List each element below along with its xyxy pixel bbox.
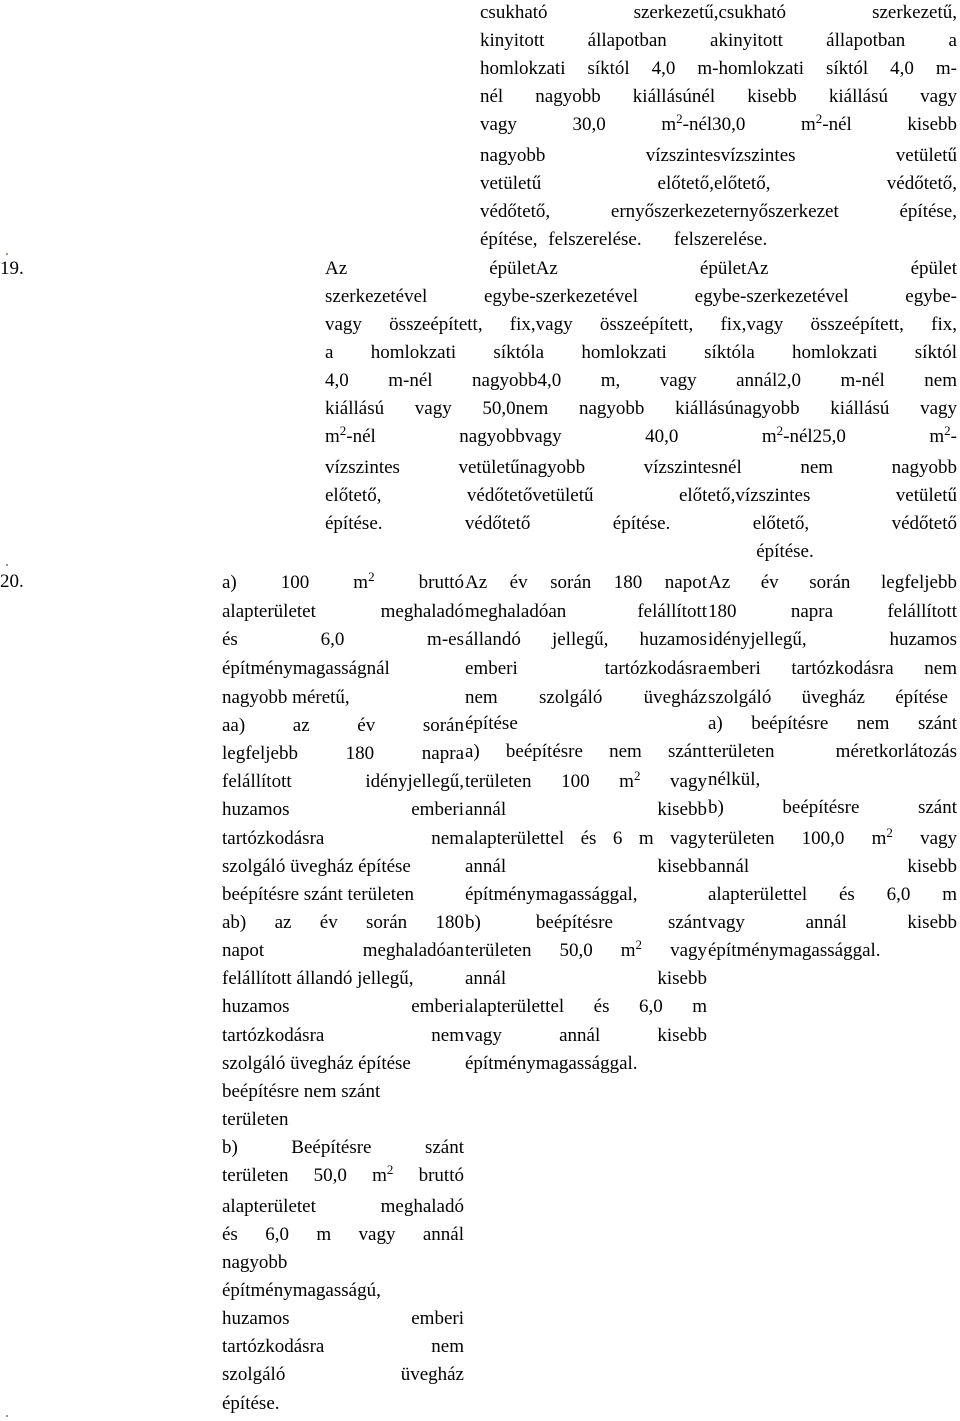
text-line: előtető, védőtetővetületű előtető,vízszintes vetületű bbox=[325, 485, 957, 506]
text-line: felállított állandó jellegű, bbox=[222, 968, 414, 989]
text-line: aa) az év során bbox=[222, 715, 464, 736]
text-line: területen bbox=[222, 1109, 289, 1130]
text-line: szerkezetével egybe-szerkezetével egybe-szerkezetével egybe- bbox=[325, 286, 957, 307]
text-line: nélkül, bbox=[708, 769, 761, 790]
row-marker bbox=[6, 1415, 8, 1417]
text-line: homlokzati síktól 4,0 m-homlokzati síktól 4,0 m- bbox=[480, 58, 957, 79]
text-line: beépítésre nem szánt bbox=[222, 1081, 381, 1102]
text-line: építése bbox=[465, 713, 518, 734]
text-line: építménymagasságú, bbox=[222, 1280, 381, 1301]
text-line: szolgáló üvegház építése bbox=[222, 1053, 411, 1074]
text-line: vagy 30,0 $m^2-nél30,0$ $m^2$-nél kisebb bbox=[480, 111, 958, 135]
text-line: szolgáló üvegház építése bbox=[708, 687, 948, 708]
text-line: huzamos emberi bbox=[222, 1308, 464, 1329]
text-line: csukható szerkezetű,csukható szerkezetű, bbox=[480, 2, 957, 23]
text-line: Az év során legfeljebb bbox=[708, 572, 957, 593]
text-line: nagyobb méretű, bbox=[222, 687, 350, 708]
text-line: építménymagassággal. bbox=[708, 940, 881, 961]
text-line: legfeljebb 180 napra bbox=[222, 743, 464, 764]
text-line: tartózkodásra nem bbox=[222, 1025, 464, 1046]
text-line: vetületű előtető,előtető, védőtető, bbox=[480, 173, 957, 194]
text-line: tartózkodásra nem bbox=[222, 1336, 464, 1357]
text-line: annál kisebb bbox=[708, 856, 957, 877]
text-line: b) beépítésre szánt bbox=[465, 912, 707, 933]
text-line: területen méretkorlátozás bbox=[708, 741, 957, 762]
text-line: védőtető, ernyőszerkezeternyőszerkezet építése, bbox=[480, 201, 957, 222]
text-line: 4,0 m-nél nagyobb4,0 m, vagy annál2,0 m-nél nem bbox=[325, 370, 957, 391]
text-line: tartózkodásra nem bbox=[222, 828, 464, 849]
text-line: felállított idényjellegű, bbox=[222, 771, 464, 792]
text-line: huzamos emberi bbox=[222, 799, 464, 820]
text-line: építménymagassággal. bbox=[465, 1053, 638, 1074]
text-line: építménymagassággal, bbox=[465, 884, 638, 905]
text-line: b) beépítésre szánt bbox=[708, 797, 957, 818]
text-line: alapterületet meghaladó bbox=[222, 601, 464, 622]
text-line: a) beépítésre nem szánt bbox=[465, 741, 707, 762]
text-line: alapterületet meghaladó bbox=[222, 1196, 464, 1217]
text-line: kinyitott állapotban akinyitott állapotban a bbox=[480, 30, 957, 51]
text-line: idényjellegű, huzamos bbox=[708, 629, 957, 650]
text-line: vagy összeépített, fix,vagy összeépített, fix,vagy összeépített, fix, bbox=[325, 314, 957, 335]
text-line: b) Beépítésre szánt bbox=[222, 1137, 464, 1158]
text-line: emberi tartózkodásra nem bbox=[708, 658, 957, 679]
text-line: építése, felszerelése. felszerelése. bbox=[480, 229, 768, 250]
text-line: vagy annál kisebb bbox=[708, 912, 957, 933]
text-line: Az év során 180 napot bbox=[465, 572, 707, 593]
text-line: nagyobb bbox=[222, 1252, 288, 1273]
text-line: építése. bbox=[222, 1393, 280, 1414]
text-line: alapterülettel és 6 m vagy bbox=[465, 828, 707, 849]
text-line: és 6,0 m vagy annál bbox=[222, 1224, 464, 1245]
text-line: nem szolgáló üvegház bbox=[465, 687, 707, 708]
text-line: területen 100,0 $m^2$ vagy bbox=[708, 825, 957, 849]
text-line: nél nagyobb kiállásúnél kisebb kiállású vagy bbox=[480, 86, 957, 107]
row-marker bbox=[6, 564, 8, 566]
text-line: szolgáló üvegház bbox=[222, 1364, 464, 1385]
text-line: területen 100 $m^2$ vagy bbox=[465, 768, 707, 792]
text-line: napot meghaladóan bbox=[222, 940, 464, 961]
text-line: szolgáló üvegház építése bbox=[222, 856, 411, 877]
text-line: alapterülettel és 6,0 m bbox=[465, 996, 707, 1017]
row-number: 19. bbox=[0, 258, 24, 279]
text-line: ab) az év során 180 bbox=[222, 912, 464, 933]
text-line: a) 100 $m^2$ bruttó bbox=[222, 569, 464, 593]
text-line: annál kisebb bbox=[465, 856, 707, 877]
text-line: 180 napra felállított bbox=[708, 601, 957, 622]
text-line: annál kisebb bbox=[465, 968, 707, 989]
text-line: a homlokzati síktóla homlokzati síktóla homlokzati síktól bbox=[325, 342, 957, 363]
text-line: nagyobb vízszintesvízszintes vetületű bbox=[480, 145, 957, 166]
text-line: építése. bbox=[756, 541, 814, 562]
text-line: vízszintes vetületűnagyobb vízszintesnél nem nagyobb bbox=[325, 457, 957, 478]
text-line: építése. védőtető építése. előtető, védőtető bbox=[325, 513, 957, 534]
text-line: területen 50,0 $m^2$ bruttó bbox=[222, 1162, 464, 1186]
text-line: huzamos emberi bbox=[222, 996, 464, 1017]
text-line: vagy annál kisebb bbox=[465, 1025, 707, 1046]
row-marker bbox=[6, 253, 8, 255]
text-line: annál kisebb bbox=[465, 799, 707, 820]
text-line: meghaladóan felállított bbox=[465, 601, 707, 622]
text-line: a) beépítésre nem szánt bbox=[708, 713, 957, 734]
text-line: beépítésre szánt területen bbox=[222, 884, 415, 905]
text-line: kiállású vagy 50,0nem nagyobb kiállásúnagyobb kiállású vagy bbox=[325, 398, 957, 419]
text-line: építménymagasságnál bbox=[222, 658, 390, 679]
row-number: 20. bbox=[0, 571, 24, 592]
text-line: $m^2$-nél nagyobbvagy 40,0 $m^2-nél25,0$ $m^2-$ bbox=[325, 423, 957, 447]
text-line: alapterülettel és 6,0 m bbox=[708, 884, 957, 905]
text-line: Az épületAz épületAz épület bbox=[325, 258, 957, 279]
text-line: és 6,0 m-es bbox=[222, 629, 464, 650]
text-line: emberi tartózkodásra bbox=[465, 658, 707, 679]
text-line: területen 50,0 $m^2$ vagy bbox=[465, 937, 708, 961]
text-line: állandó jellegű, huzamos bbox=[465, 629, 707, 650]
